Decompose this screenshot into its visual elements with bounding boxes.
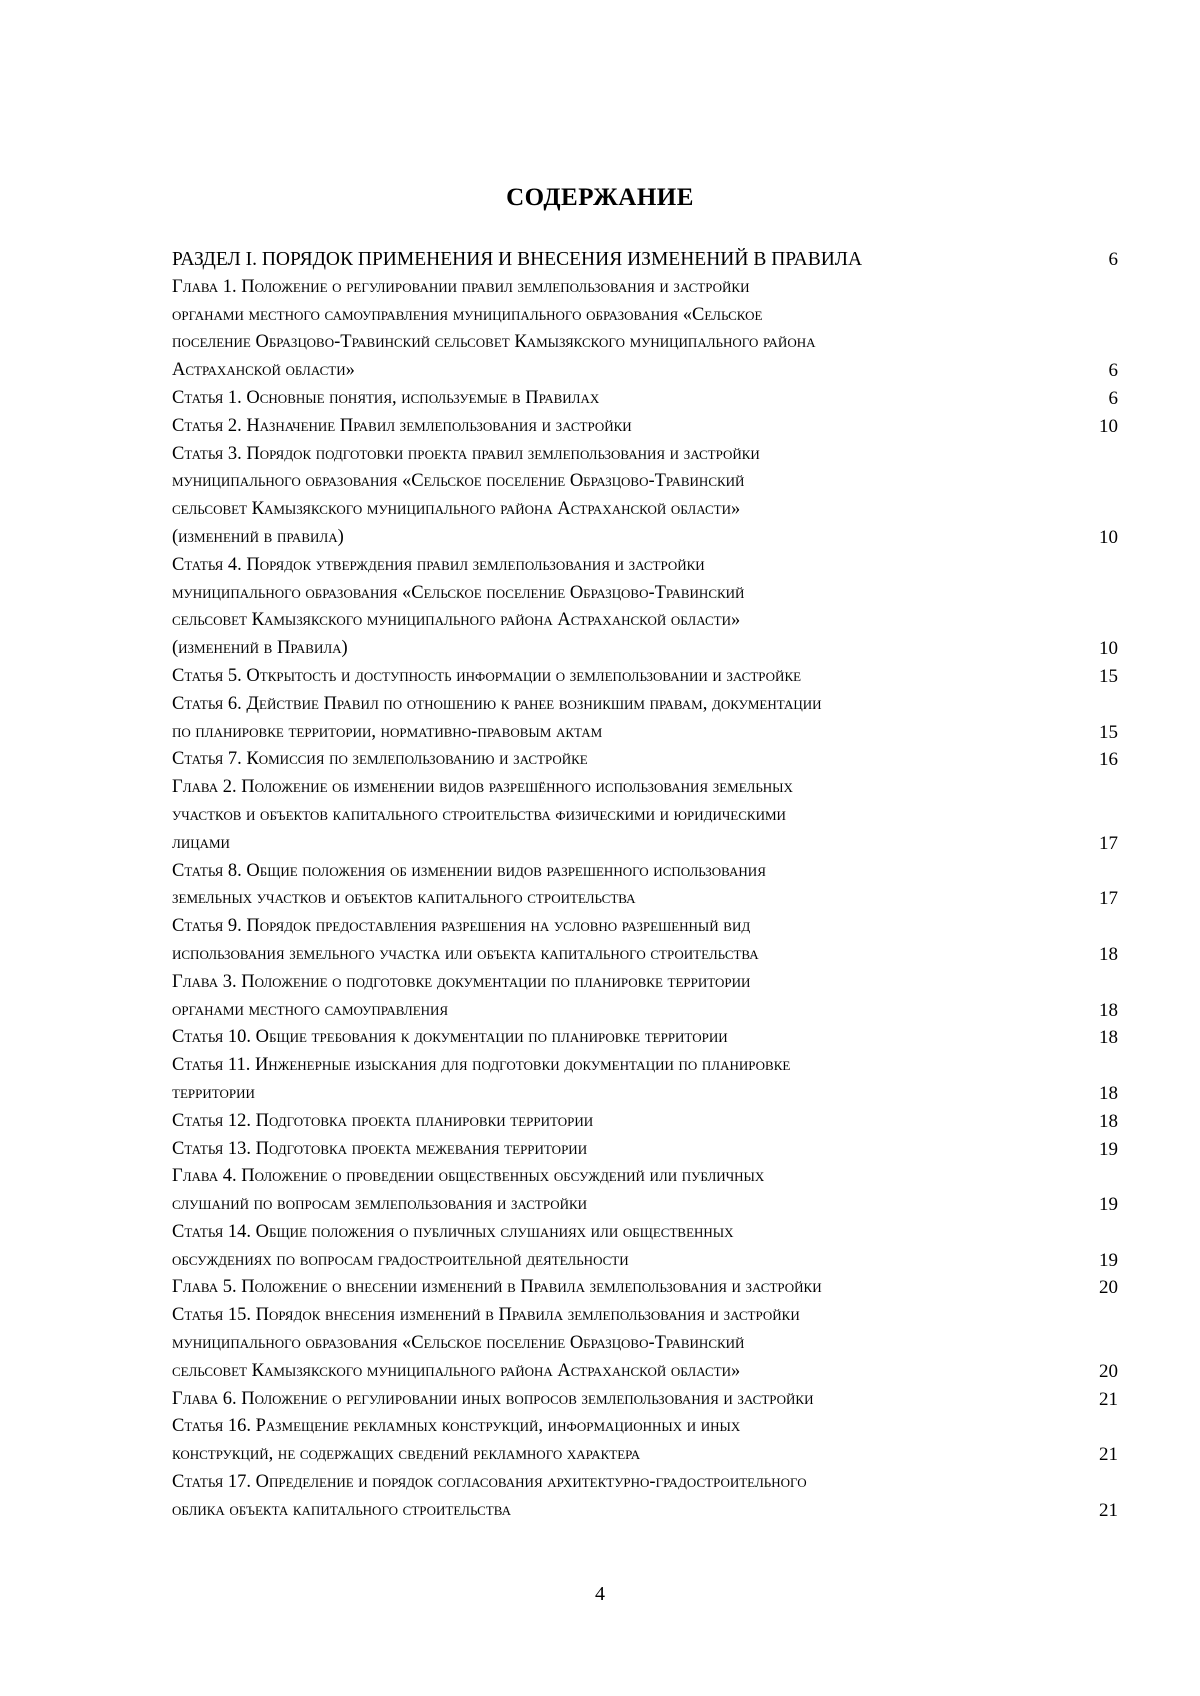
page-number: 4 bbox=[595, 1583, 605, 1605]
toc-entry-text: обсуждениях по вопросам градостроительной деятельности bbox=[172, 1249, 629, 1270]
toc-entry-text: облика объекта капитального строительства bbox=[172, 1499, 511, 1520]
toc-line bbox=[172, 1136, 1118, 1164]
toc-line bbox=[172, 580, 1118, 608]
toc-entry-page-number: 10 bbox=[1099, 638, 1118, 660]
toc-entry-text: сельсовет Камызякского муниципального района Астраханской области» bbox=[172, 499, 741, 520]
toc-line bbox=[172, 1274, 1118, 1302]
toc-line bbox=[172, 1052, 1118, 1080]
toc-line bbox=[172, 1108, 1118, 1136]
toc-line bbox=[172, 302, 1118, 330]
toc-entry-page-number: 20 bbox=[1099, 1277, 1118, 1299]
toc-line bbox=[172, 413, 1118, 441]
toc-entry-page-number: 19 bbox=[1099, 1249, 1118, 1271]
toc-line bbox=[172, 357, 1118, 385]
toc-entry-text: Статья 8. Общие положения об изменении видов разрешенного использования bbox=[172, 860, 766, 881]
toc-entry-text: Статья 9. Порядок предоставления разрешения на условно разрешенный вид bbox=[172, 916, 751, 937]
toc-line bbox=[172, 719, 1118, 747]
toc-entry-text: Статья 11. Инженерные изыскания для подготовки документации по планировке bbox=[172, 1055, 791, 1076]
table-of-contents bbox=[172, 246, 1118, 1525]
toc-entry-text: Астраханской области» bbox=[172, 360, 355, 381]
toc-line bbox=[172, 441, 1118, 469]
toc-entry-text: муниципального образования «Сельское поселение Образцово-Травинский bbox=[172, 582, 745, 603]
toc-entry-page-number: 18 bbox=[1099, 1027, 1118, 1049]
toc-entry-text: использования земельного участка или объекта капитального строительства bbox=[172, 943, 759, 964]
toc-line bbox=[172, 607, 1118, 635]
toc-entry-text: Статья 14. Общие положения о публичных слушаниях или общественных bbox=[172, 1221, 734, 1242]
toc-line bbox=[172, 1358, 1118, 1386]
toc-line bbox=[172, 1302, 1118, 1330]
toc-line bbox=[172, 774, 1118, 802]
toc-line bbox=[172, 329, 1118, 357]
toc-entry-text: Статья 1. Основные понятия, используемые в Правилах bbox=[172, 387, 600, 408]
toc-entry-text: Глава 1. Положение о регулировании правил землепользования и застройки bbox=[172, 276, 750, 297]
toc-entry-page-number: 15 bbox=[1099, 721, 1118, 743]
toc-line bbox=[172, 1497, 1118, 1525]
toc-line bbox=[172, 858, 1118, 886]
toc-entry-text: (изменений в Правила) bbox=[172, 638, 348, 659]
toc-line bbox=[172, 1163, 1118, 1191]
toc-entry-text: органами местного самоуправления муниципального образования «Сельское bbox=[172, 304, 763, 325]
toc-entry-text: Глава 6. Положение о регулировании иных вопросов землепользования и застройки bbox=[172, 1388, 814, 1409]
toc-entry-text: слушаний по вопросам землепользования и застройки bbox=[172, 1194, 588, 1215]
toc-line bbox=[172, 1219, 1118, 1247]
toc-entry-page-number: 18 bbox=[1099, 943, 1118, 965]
toc-line bbox=[172, 1413, 1118, 1441]
toc-line bbox=[172, 385, 1118, 413]
toc-line bbox=[172, 274, 1118, 302]
toc-entry-page-number: 21 bbox=[1099, 1444, 1118, 1466]
toc-line bbox=[172, 663, 1118, 691]
toc-entry-text: Статья 13. Подготовка проекта межевания территории bbox=[172, 1138, 588, 1159]
toc-line bbox=[172, 1024, 1118, 1052]
toc-line bbox=[172, 913, 1118, 941]
toc-entry-text: Глава 4. Положение о проведении общественных обсуждений или публичных bbox=[172, 1166, 765, 1187]
toc-entry-page-number: 18 bbox=[1099, 1082, 1118, 1104]
toc-line bbox=[172, 830, 1118, 858]
page-title: СОДЕРЖАНИЕ bbox=[506, 184, 694, 211]
toc-entry-text: Статья 10. Общие требования к документации по планировке территории bbox=[172, 1027, 728, 1048]
toc-entry-text: Глава 3. Положение о подготовке документации по планировке территории bbox=[172, 971, 751, 992]
toc-entry-text: Статья 4. Порядок утверждения правил землепользования и застройки bbox=[172, 554, 705, 575]
toc-line bbox=[172, 1330, 1118, 1358]
toc-entry-text: Статья 5. Открытость и доступность информации о землепользовании и застройке bbox=[172, 665, 802, 686]
toc-line bbox=[172, 1191, 1118, 1219]
toc-entry-page-number: 20 bbox=[1099, 1360, 1118, 1382]
toc-entry-page-number: 15 bbox=[1099, 665, 1118, 687]
toc-line bbox=[172, 691, 1118, 719]
toc-entry-page-number: 18 bbox=[1099, 1110, 1118, 1132]
toc-entry-text: органами местного самоуправления bbox=[172, 999, 449, 1020]
toc-entry-text: РАЗДЕЛ I. ПОРЯДОК ПРИМЕНЕНИЯ И ВНЕСЕНИЯ ИЗМЕНЕНИЙ В ПРАВИЛА bbox=[172, 249, 863, 270]
toc-entry-text: участков и объектов капитального строительства физическими и юридическими bbox=[172, 804, 786, 825]
toc-entry-text: Статья 12. Подготовка проекта планировки территории bbox=[172, 1110, 594, 1131]
toc-entry-text: муниципального образования «Сельское поселение Образцово-Травинский bbox=[172, 471, 745, 492]
toc-line bbox=[172, 997, 1118, 1025]
toc-entry-page-number: 21 bbox=[1099, 1388, 1118, 1410]
toc-entry-text: (изменений в правила) bbox=[172, 526, 344, 547]
toc-line bbox=[172, 496, 1118, 524]
toc-entry-text: конструкций, не содержащих сведений рекламного характера bbox=[172, 1444, 641, 1465]
toc-line bbox=[172, 552, 1118, 580]
toc-entry-page-number: 6 bbox=[1108, 387, 1118, 409]
toc-entry-page-number: 10 bbox=[1099, 415, 1118, 437]
toc-entry-text: Глава 5. Положение о внесении изменений в Правила землепользования и застройки bbox=[172, 1277, 822, 1298]
toc-line bbox=[172, 468, 1118, 496]
toc-entry-text: Статья 7. Комиссия по землепользованию и застройке bbox=[172, 749, 588, 770]
toc-entry-page-number: 17 bbox=[1099, 832, 1118, 854]
toc-line bbox=[172, 524, 1118, 552]
toc-line bbox=[172, 1441, 1118, 1469]
toc-entry-page-number: 18 bbox=[1099, 999, 1118, 1021]
toc-line bbox=[172, 1386, 1118, 1414]
toc-entry-text: по планировке территории, нормативно-правовым актам bbox=[172, 721, 603, 742]
toc-line bbox=[172, 1247, 1118, 1275]
toc-entry-text: лицами bbox=[172, 832, 230, 853]
toc-entry-text: Глава 2. Положение об изменении видов разрешённого использования земельных bbox=[172, 777, 793, 798]
toc-entry-text: Статья 2. Назначение Правил землепользования и застройки bbox=[172, 415, 632, 436]
toc-entry-page-number: 6 bbox=[1108, 249, 1118, 270]
toc-entry-page-number: 6 bbox=[1108, 360, 1118, 382]
toc-line bbox=[172, 1080, 1118, 1108]
toc-line bbox=[172, 941, 1118, 969]
toc-entry-text: муниципального образования «Сельское поселение Образцово-Травинский bbox=[172, 1333, 745, 1354]
toc-entry-page-number: 16 bbox=[1099, 749, 1118, 771]
toc-entry-page-number: 17 bbox=[1099, 888, 1118, 910]
toc-entry-page-number: 19 bbox=[1099, 1194, 1118, 1216]
toc-line bbox=[172, 885, 1118, 913]
toc-line bbox=[172, 1469, 1118, 1497]
toc-entry-text: Статья 15. Порядок внесения изменений в Правила землепользования и застройки bbox=[172, 1305, 800, 1326]
toc-entry-text: Статья 3. Порядок подготовки проекта правил землепользования и застройки bbox=[172, 443, 760, 464]
toc-entry-text: сельсовет Камызякского муниципального района Астраханской области» bbox=[172, 1360, 741, 1381]
toc-entry-text: сельсовет Камызякского муниципального района Астраханской области» bbox=[172, 610, 741, 631]
toc-line bbox=[172, 802, 1118, 830]
toc-entry-page-number: 19 bbox=[1099, 1138, 1118, 1160]
toc-entry-page-number: 10 bbox=[1099, 526, 1118, 548]
toc-line bbox=[172, 246, 1118, 274]
toc-line bbox=[172, 969, 1118, 997]
toc-entry-text: земельных участков и объектов капитального строительства bbox=[172, 888, 636, 909]
toc-entry-page-number: 21 bbox=[1099, 1499, 1118, 1521]
toc-line bbox=[172, 635, 1118, 663]
toc-entry-text: Статья 17. Определение и порядок согласования архитектурно-градостроительного bbox=[172, 1472, 807, 1493]
toc-entry-text: Статья 6. Действие Правил по отношению к ранее возникшим правам, документации bbox=[172, 693, 822, 714]
toc-entry-text: Статья 16. Размещение рекламных конструкций, информационных и иных bbox=[172, 1416, 741, 1437]
toc-entry-text: территории bbox=[172, 1082, 255, 1103]
toc-entry-text: поселение Образцово-Травинский сельсовет Камызякского муниципального района bbox=[172, 332, 816, 353]
toc-line bbox=[172, 746, 1118, 774]
